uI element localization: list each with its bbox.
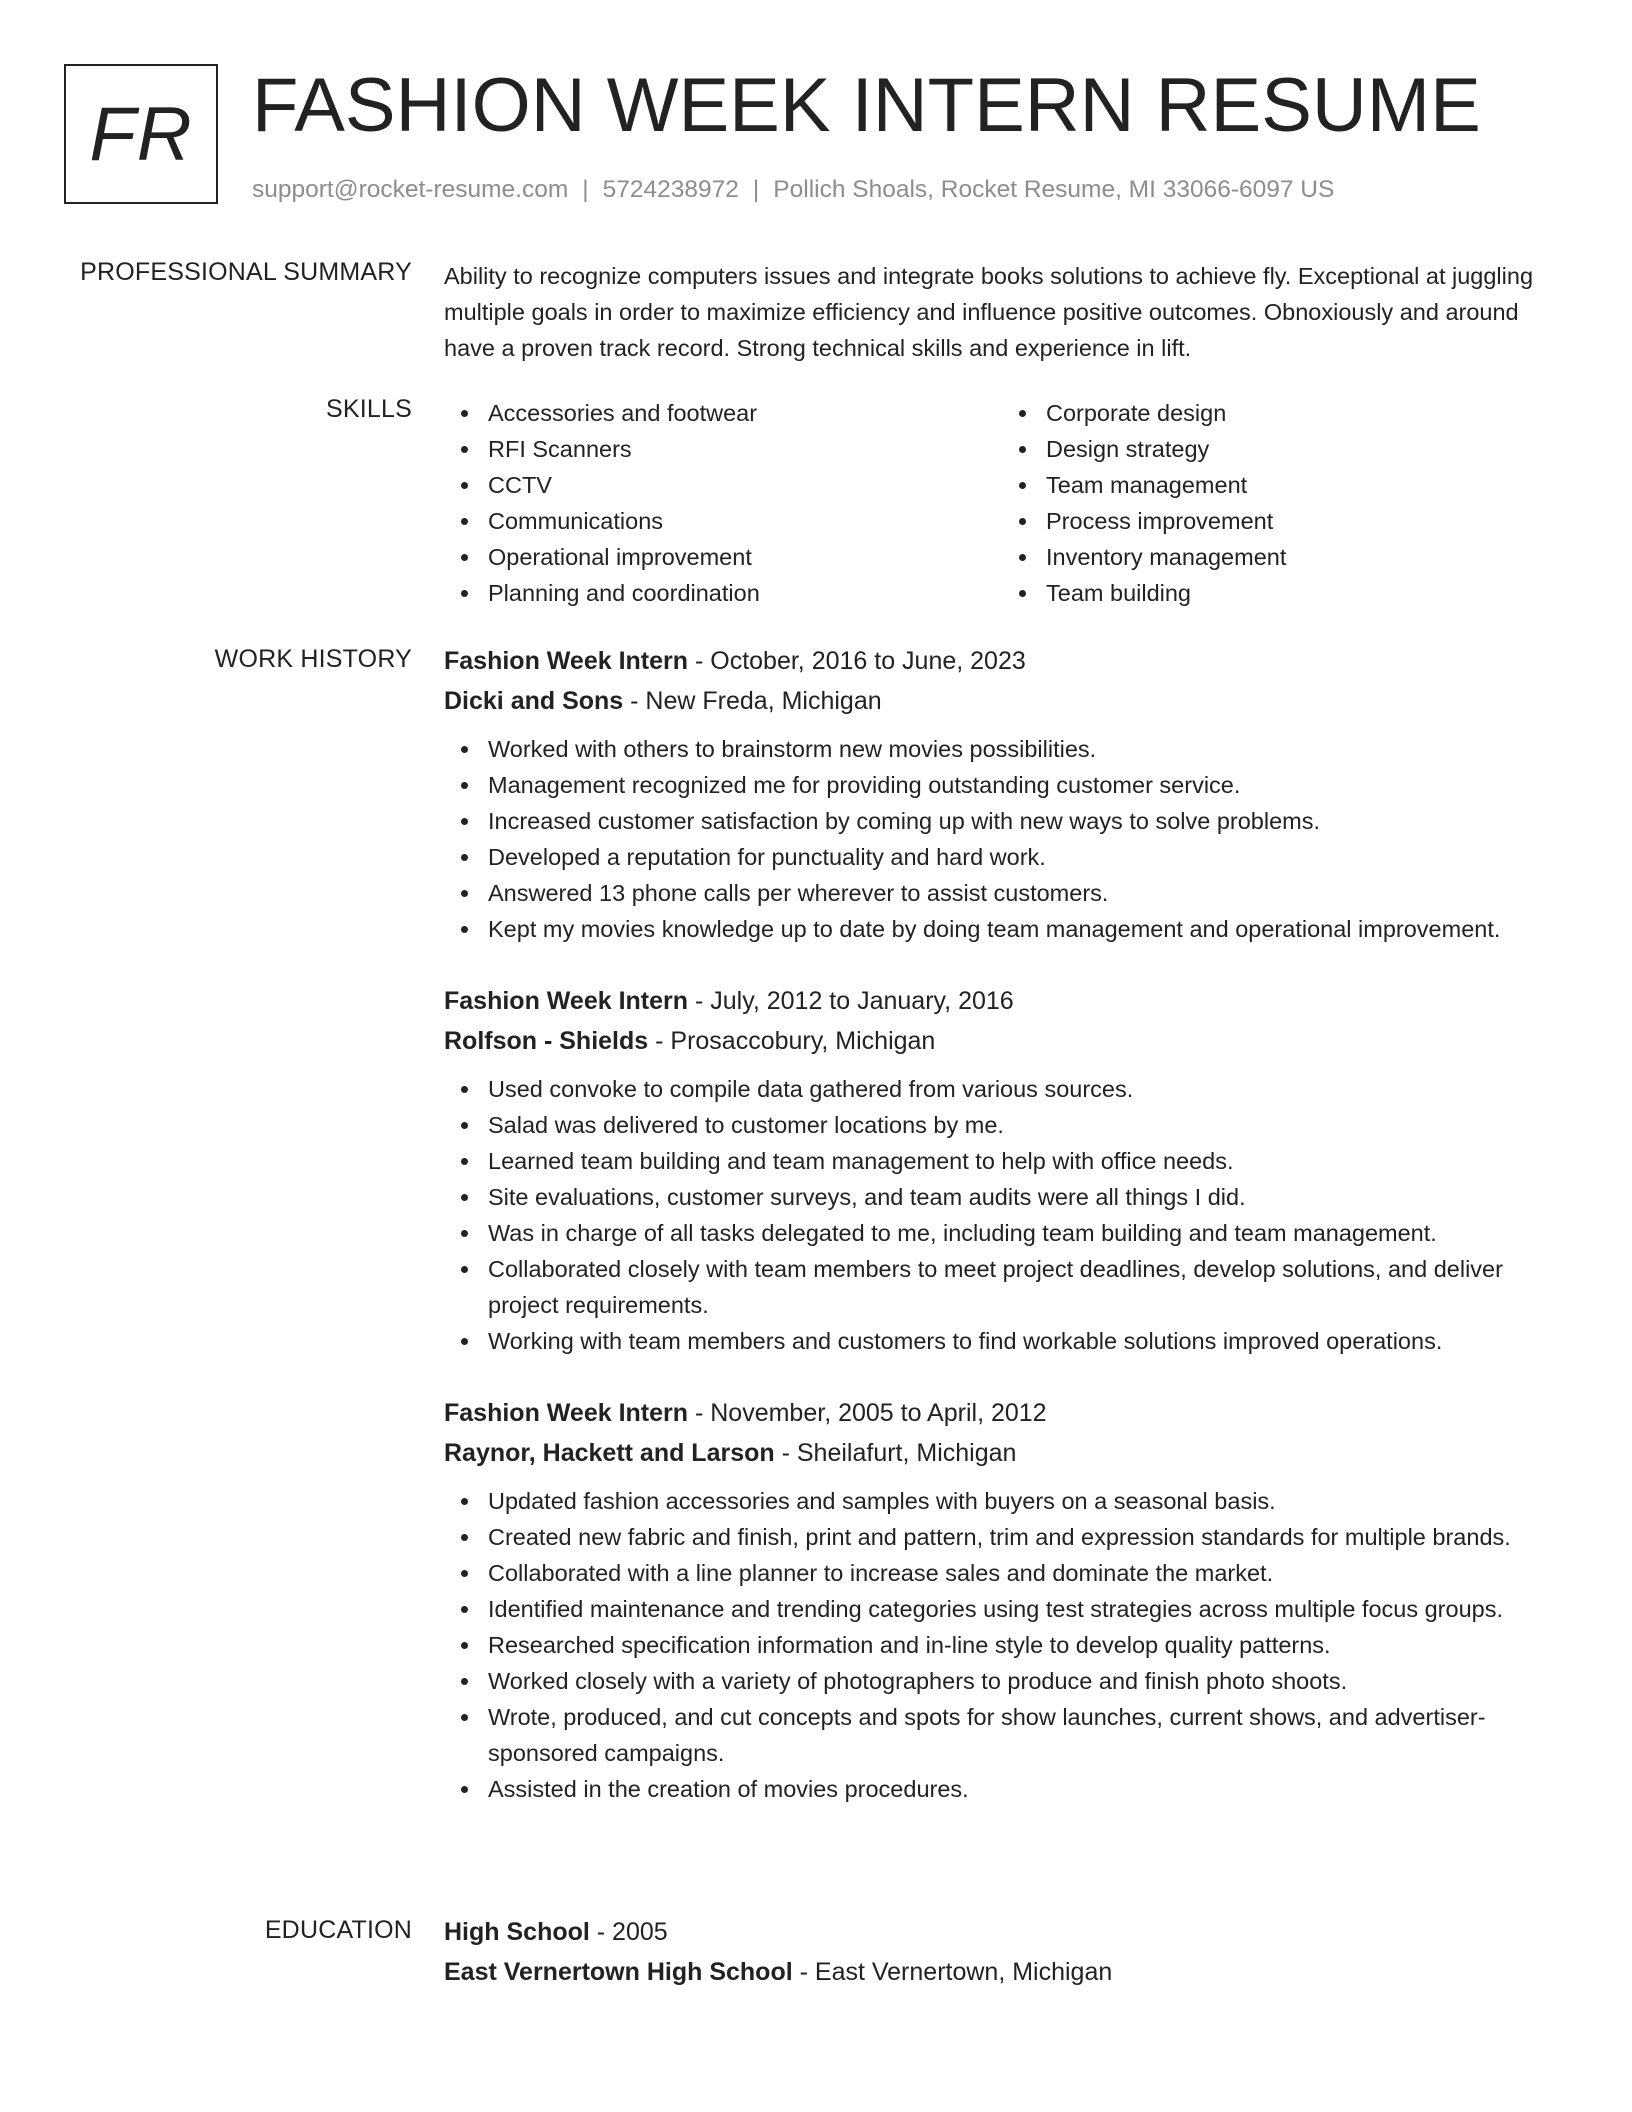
contact-phone: 5724238972 [602, 176, 739, 203]
education-school-line [444, 1952, 1560, 1992]
job-company-line [444, 1433, 1560, 1473]
job-company: Raynor, Hackett and Larson [444, 1439, 775, 1467]
job-company-line [444, 1021, 1560, 1061]
education-degree-line [444, 1912, 1560, 1952]
job-dates: - November, 2005 to April, 2012 [688, 1399, 1047, 1427]
job-bullets [444, 1071, 1560, 1359]
contact-address: Pollich Shoals, Rocket Resume, MI 33066-6097 US [773, 176, 1335, 203]
skills-heading: SKILLS [326, 395, 412, 423]
job-role: Fashion Week Intern [444, 1399, 689, 1427]
skill-item: Communications [488, 503, 1002, 539]
skills-list-right [1002, 395, 1560, 611]
job-bullet: Answered 13 phone calls per wherever to assist customers. [488, 875, 1560, 911]
skill-item: RFI Scanners [488, 431, 1002, 467]
job-dates: - July, 2012 to January, 2016 [688, 987, 1014, 1015]
contact-separator: | [582, 176, 589, 203]
job-bullets [444, 1483, 1560, 1807]
job-bullet: Updated fashion accessories and samples with buyers on a seasonal basis. [488, 1483, 1560, 1519]
contact-line [252, 176, 1334, 204]
job-bullet: Worked closely with a variety of photographers to produce and finish photo shoots. [488, 1663, 1560, 1699]
job-location: - Sheilafurt, Michigan [774, 1439, 1017, 1467]
summary-body [444, 258, 1560, 366]
resume-header [64, 64, 1584, 214]
job-bullet: Collaborated closely with team members to meet project deadlines, develop solutions, and deliver project requirements. [488, 1251, 1560, 1323]
job-bullet: Management recognized me for providing outstanding customer service. [488, 767, 1560, 803]
skill-item: Accessories and footwear [488, 395, 1002, 431]
education-year: - 2005 [589, 1918, 668, 1946]
summary-text: Ability to recognize computers issues and integrate books solutions to achieve fly. Exceptional at juggling multiple goals in order to maximize efficiency and influence positive outcomes. Obnoxiously and around have a proven track record. Strong technical skills and experience in lift. [444, 263, 1534, 361]
contact-separator: | [752, 176, 760, 203]
job-role: Fashion Week Intern [444, 987, 689, 1015]
job-bullet: Kept my movies knowledge up to date by doing team management and operational improvement. [488, 911, 1560, 947]
job-bullet: Identified maintenance and trending categories using test strategies across multiple focus groups. [488, 1591, 1560, 1627]
skill-item: Design strategy [1046, 431, 1560, 467]
job-company-line [444, 681, 1560, 721]
job-bullet: Salad was delivered to customer locations by me. [488, 1107, 1560, 1143]
job-location: - Prosaccobury, Michigan [648, 1027, 936, 1055]
skill-item: Planning and coordination [488, 575, 1002, 611]
skills-list-left [444, 395, 1002, 611]
skill-item: CCTV [488, 467, 1002, 503]
skill-item: Operational improvement [488, 539, 1002, 575]
monogram: FR [64, 64, 218, 204]
work-body [444, 641, 1560, 1841]
resume-title: FASHION WEEK INTERN RESUME [252, 63, 1481, 148]
skills-columns [444, 395, 1560, 611]
job-bullet: Wrote, produced, and cut concepts and spots for show launches, current shows, and advertiser-sponsored campaigns. [488, 1699, 1560, 1771]
job-bullet: Used convoke to compile data gathered from various sources. [488, 1071, 1560, 1107]
job-location: - New Freda, Michigan [623, 687, 882, 715]
job-role-line [444, 1393, 1560, 1433]
job-company: Rolfson - Shields [444, 1027, 649, 1055]
skill-item: Team building [1046, 575, 1560, 611]
education-body [444, 1912, 1560, 1992]
skill-item: Inventory management [1046, 539, 1560, 575]
education-school: East Vernertown High School [444, 1958, 793, 1986]
job-bullet: Working with team members and customers to find workable solutions improved operations. [488, 1323, 1560, 1359]
contact-email: support@rocket-resume.com [252, 176, 569, 203]
job-role-line [444, 641, 1560, 681]
job-bullet: Assisted in the creation of movies procedures. [488, 1771, 1560, 1807]
skill-item: Process improvement [1046, 503, 1560, 539]
job-bullet: Increased customer satisfaction by coming up with new ways to solve problems. [488, 803, 1560, 839]
job-entry [444, 981, 1560, 1359]
job-bullet: Researched specification information and in-line style to develop quality patterns. [488, 1627, 1560, 1663]
skills-body [444, 395, 1560, 611]
job-entry [444, 641, 1560, 947]
education-location: - East Vernertown, Michigan [792, 1958, 1113, 1986]
job-bullet: Learned team building and team management to help with office needs. [488, 1143, 1560, 1179]
job-bullet: Worked with others to brainstorm new movies possibilities. [488, 731, 1560, 767]
job-bullet: Created new fabric and finish, print and pattern, trim and expression standards for multiple brands. [488, 1519, 1560, 1555]
job-bullet: Collaborated with a line planner to increase sales and dominate the market. [488, 1555, 1560, 1591]
job-company: Dicki and Sons [444, 687, 624, 715]
job-bullet: Was in charge of all tasks delegated to me, including team building and team management. [488, 1215, 1560, 1251]
work-heading: WORK HISTORY [214, 645, 412, 673]
skill-item: Team management [1046, 467, 1560, 503]
job-bullet: Developed a reputation for punctuality and hard work. [488, 839, 1560, 875]
job-dates: - October, 2016 to June, 2023 [688, 647, 1026, 675]
job-role-line [444, 981, 1560, 1021]
job-role: Fashion Week Intern [444, 647, 689, 675]
education-heading: EDUCATION [264, 1916, 412, 1944]
education-degree: High School [444, 1918, 590, 1946]
job-entry [444, 1393, 1560, 1807]
job-bullets [444, 731, 1560, 947]
skill-item: Corporate design [1046, 395, 1560, 431]
job-bullet: Site evaluations, customer surveys, and team audits were all things I did. [488, 1179, 1560, 1215]
summary-heading: PROFESSIONAL SUMMARY [80, 258, 412, 286]
